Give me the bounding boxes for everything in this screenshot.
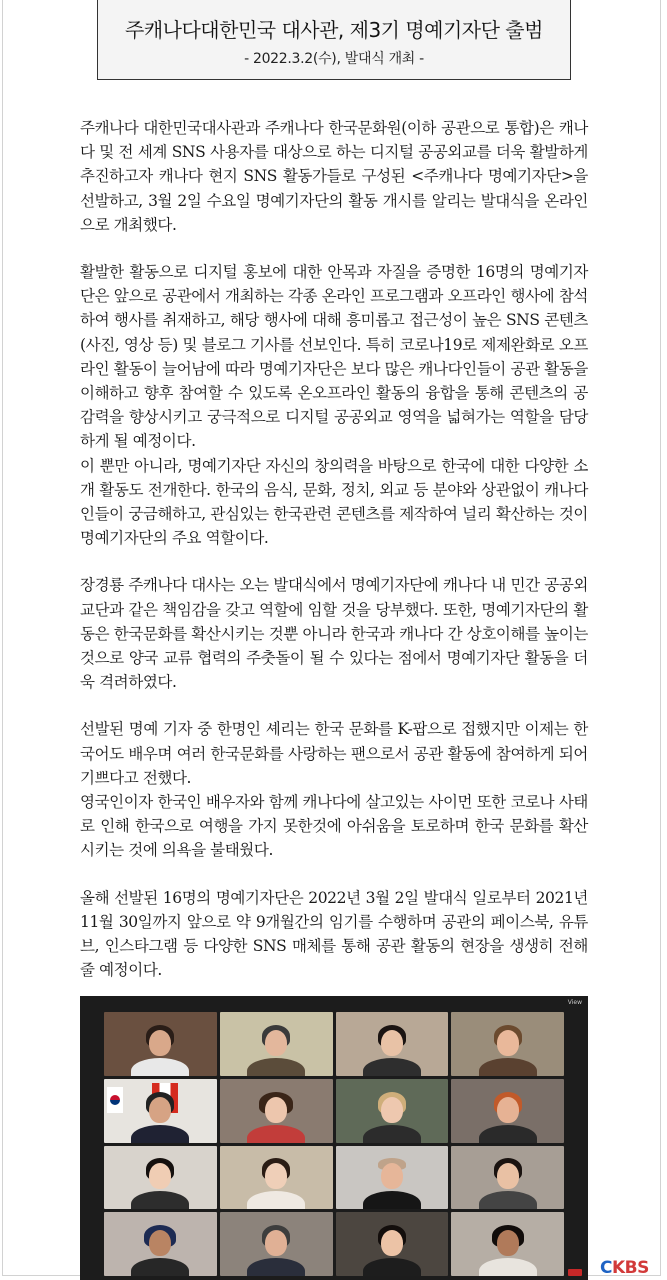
participant-tile [220, 1146, 333, 1210]
page-title: 주캐나다대한민국 대사관, 제3기 명예기자단 출범 [125, 18, 543, 42]
korea-flag-icon [107, 1087, 123, 1113]
participant-tile [336, 1012, 449, 1076]
title-box [97, 0, 571, 80]
participant-tile [451, 1079, 564, 1143]
participant-tile [451, 1146, 564, 1210]
paragraph: 영국인이자 한국인 배우자와 함께 캐나다에 살고있는 사이먼 또한 코로나 사태로 인해 한국으로 여행을 가지 못한것에 아쉬움을 토로하며 한국 문화를 확산시키는 것에 의욕을 불태웠다. [80, 793, 588, 860]
participant-tile [220, 1012, 333, 1076]
participant-tile [336, 1146, 449, 1210]
paragraph: 주캐나다 대한민국대사관과 주캐나다 한국문화원(이하 공관으로 통합)은 캐나다 및 전 세계 SNS 사용자를 대상으로 하는 디지털 공공외교를 더욱 활발하게 추진하고자 캐나다 현지 SNS 활동가들로 구성된 <주캐나다 명예기자단>을 선발하고, 3월 2일 수요일 명예기자단의 활동 개시를 알리는 발대식을 온라인으로 개최했다. [80, 119, 588, 234]
video-call-photo [80, 996, 588, 1280]
paragraph: 올해 선발된 16명의 명예기자단은 2022년 3월 2일 발대식 일로부터 2021년 11월 30일까지 앞으로 약 9개월간의 임기를 수행하며 공관의 페이스북, 유튜브, 인스타그램 등 다양한 SNS 매체를 통해 공관 활동의 현장을 생생히 전해줄 예정이다. [80, 888, 588, 980]
participant-tile [451, 1012, 564, 1076]
participant-tile [336, 1079, 449, 1143]
page-subtitle: - 2022.3.2(수), 발대식 개최 - [244, 51, 424, 67]
view-label: View [567, 999, 582, 1006]
participant-tile [104, 1079, 217, 1143]
participant-tile [220, 1079, 333, 1143]
article-body [80, 116, 588, 983]
participant-tile [104, 1146, 217, 1210]
participant-tile [104, 1012, 217, 1076]
video-call-toolbar [80, 996, 588, 1010]
participant-tile [104, 1212, 217, 1276]
paragraph: 장경룡 주캐나다 대사는 오는 발대식에서 명예기자단에 캐나다 내 민간 공공외교단과 같은 책임감을 갖고 역할에 임할 것을 당부했다. 또한, 명예기자단의 활동은 한국문화를 확산시키는 것뿐 아니라 한국과 캐나다 간 상호이해를 높이는 것으로 양국 교류 협력의 주춧돌이 될 수 있다는 점에서 명예기자단 활동을 더욱 격려하였다. [80, 576, 588, 692]
paragraph: 활발한 활동으로 디지털 홍보에 대한 안목과 자질을 증명한 16명의 명예기자단은 앞으로 공관에서 개최하는 각종 온라인 프로그램과 오프라인 행사에 참석하여 행사를 취재하고, 해당 행사에 대해 흥미롭고 접근성이 높은 SNS 콘텐츠(사진, 영상 등) 및 블로그 기사를 선보인다. 특히 코로나19로 제제완화로 오프라인 활동이 늘어남에 따라 명예기자단은 보다 많은 캐나다인들이 공관 활동을 이해하고 향후 참여할 수 있도록 온오프라인 활동의 융합을 통해 콘텐츠의 공감력을 향상시키고 궁극적으로 디지털 공공외교 영역을 넓혀가는 역할을 담당하게 될 예정이다. [80, 263, 588, 451]
participant-tile [451, 1212, 564, 1276]
ckbs-logo: CKBS [600, 1258, 649, 1278]
participant-grid [104, 1012, 564, 1276]
paragraph: 선발된 명예 기자 중 한명인 셰리는 한국 문화를 K-팝으로 접했지만 이제는 한국어도 배우며 여러 한국문화를 사랑하는 팬으로서 공관 활동에 참여하게 되어 기쁘다고 전했다. [80, 720, 588, 787]
participant-tile [336, 1212, 449, 1276]
leave-button-icon [568, 1269, 582, 1276]
paragraph: 이 뿐만 아니라, 명예기자단 자신의 창의력을 바탕으로 한국에 대한 다양한 소개 활동도 전개한다. 한국의 음식, 문화, 정치, 외교 등 분야와 상관없이 캐나다인들이 궁금해하고, 관심있는 한국관련 콘텐츠를 제작하여 널리 확산하는 것이 명예기자단의 주요 역할이다. [80, 456, 588, 548]
participant-tile [220, 1212, 333, 1276]
